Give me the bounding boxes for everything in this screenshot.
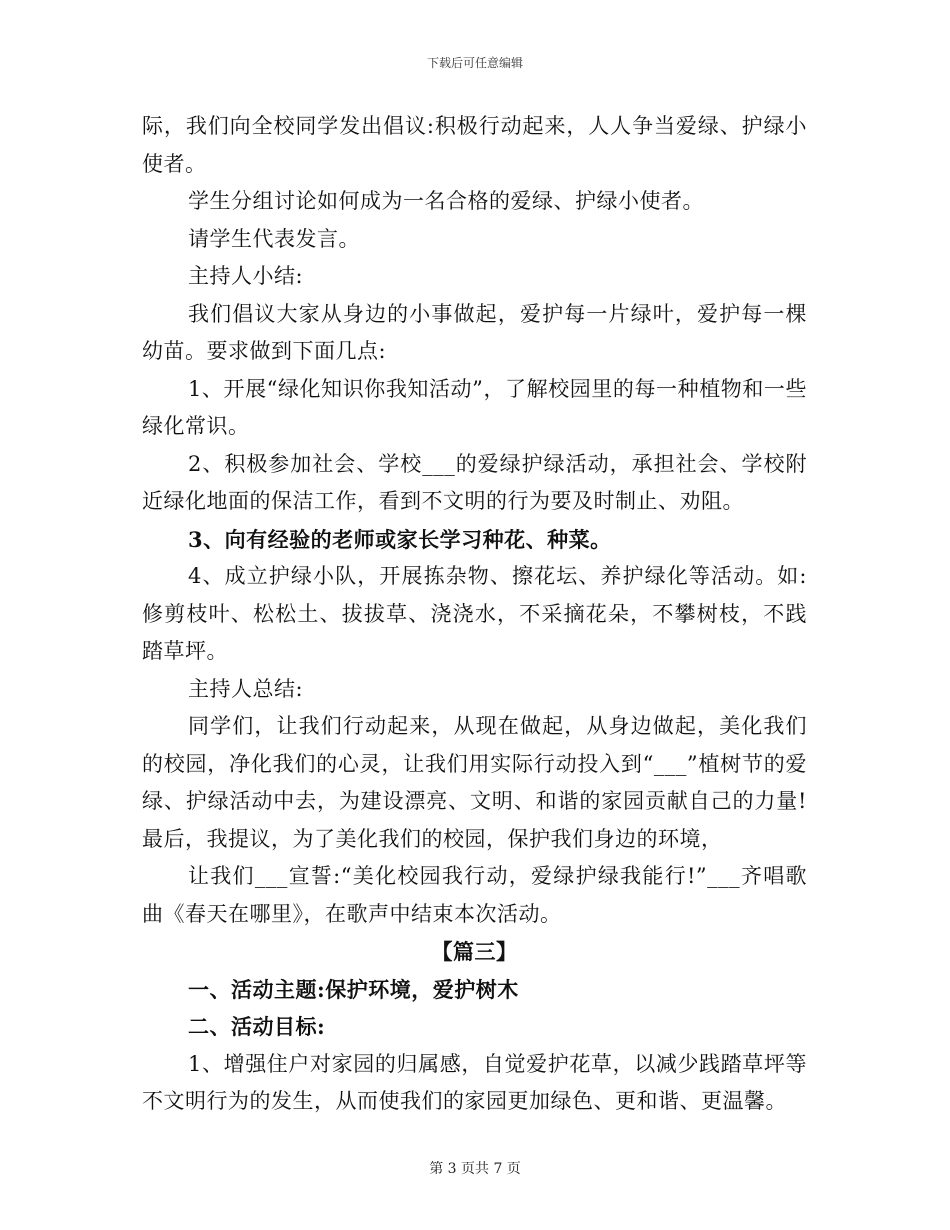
paragraph-2: 学生分组讨论如何成为一名合格的爱绿、护绿小使者。 <box>188 189 704 213</box>
paragraph-6: 主持人总结: <box>188 676 304 701</box>
list-item-3: 3、向有经验的老师或家长学习种花、种菜。 <box>188 526 612 552</box>
document-body <box>142 108 807 1121</box>
page-footer: 第 3 页共 7 页 <box>429 1161 521 1177</box>
paragraph-7: 同学们，让我们行动起来，从现在做起，从身边做起，美化我们的校园，净化我们的心灵，让我们用实际行动投入到“___”植树节的爱绿、护绿活动中去，为建设漂亮、文明、和谐的家园贡献自己的力量!最后，我提议，为了美化我们的校园，保护我们身边的环境， <box>142 714 807 851</box>
paragraph-3: 请学生代表发言。 <box>188 226 360 251</box>
section-title: 【篇三】 <box>431 939 518 964</box>
list-item-1: 1、开展“绿化知识你我知活动”，了解校园里的每一种植物和一些绿化常识。 <box>142 376 807 438</box>
paragraph-4: 主持人小结: <box>188 264 304 288</box>
page-header: 下载后可任意编辑 <box>426 56 523 70</box>
paragraph-8: 让我们___宣誓:“美化校园我行动，爱绿护绿我能行!”___齐唱歌曲《春天在哪里》，在歌声中结束本次活动。 <box>142 864 807 926</box>
paragraph-1: 际，我们向全校同学发出倡议:积极行动起来，人人争当爱绿、护绿小使者。 <box>142 114 807 176</box>
list-item-4: 4、成立护绿小队，开展拣杂物、擦花坛、养护绿化等活动。如:修剪枝叶、松松土、拔拔草、浇浇水，不采摘花朵，不攀树枝，不践踏草坪。 <box>142 564 807 663</box>
goal-item-1: 1、增强住户对家园的归属感，自觉爱护花草，以减少践踏草坪等不文明行为的发生，从而使我们的家园更加绿色、更和谐、更温馨。 <box>142 1051 807 1113</box>
list-item-2: 2、积极参加社会、学校___的爱绿护绿活动，承担社会、学校附近绿化地面的保洁工作，看到不文明的行为要及时制止、劝阻。 <box>142 451 807 513</box>
heading-goals: 二、活动目标: <box>188 1014 326 1039</box>
heading-theme: 一、活动主题:保护环境，爱护树木 <box>188 976 519 1002</box>
paragraph-5: 我们倡议大家从身边的小事做起，爱护每一片绿叶，爱护每一棵幼苗。要求做到下面几点: <box>142 301 807 363</box>
